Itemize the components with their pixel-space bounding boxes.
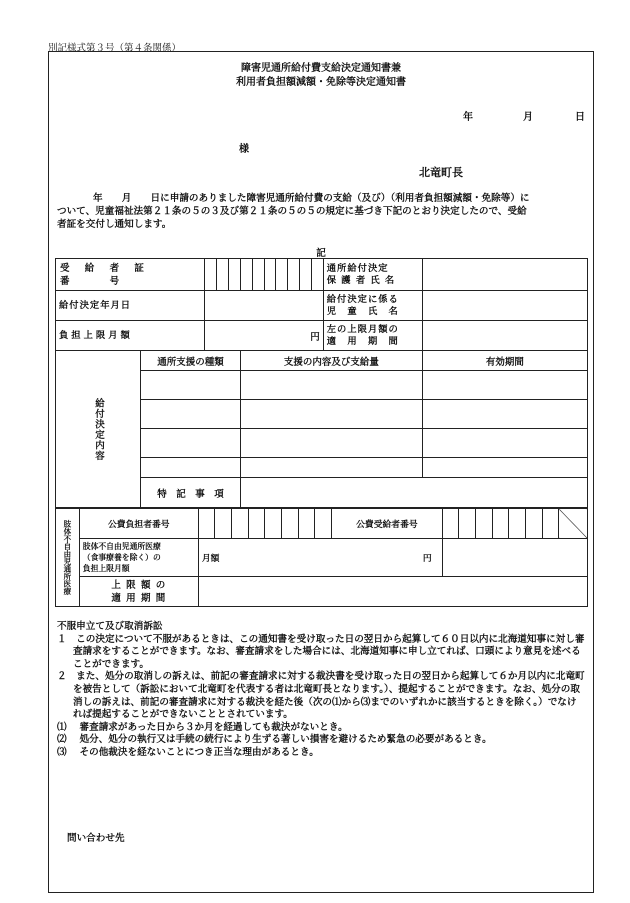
payer-number-box[interactable] bbox=[232, 509, 249, 539]
ki-label: 記 bbox=[316, 248, 326, 259]
col-support-amount: 支援の内容及び支給量 bbox=[240, 351, 422, 371]
date-month: 月 bbox=[523, 112, 533, 123]
date-year: 年 bbox=[463, 112, 473, 123]
payer-number-box[interactable] bbox=[282, 509, 299, 539]
guardian-name-label: 通所給付決定 保 護 者 氏 名 bbox=[323, 259, 422, 291]
payer-number-box[interactable] bbox=[248, 509, 265, 539]
body-line-1: 年 月 日に申請のありました障害児通所給付費の支給（及び）（利用者負担額減額・免除等）に bbox=[93, 193, 530, 204]
support-amount-cell[interactable] bbox=[240, 400, 422, 429]
medical-recipient-number-box[interactable] bbox=[542, 509, 559, 539]
recipient-number-box[interactable] bbox=[288, 259, 300, 291]
guardian-name-field[interactable] bbox=[422, 259, 587, 291]
payer-number-box[interactable] bbox=[198, 509, 215, 539]
medical-table bbox=[55, 508, 588, 607]
support-amount-cell[interactable] bbox=[240, 429, 422, 458]
recipient-number-box[interactable] bbox=[264, 259, 276, 291]
body-line-3: 者証を交付し通知します。 bbox=[57, 219, 172, 230]
recipient-number-box[interactable] bbox=[300, 259, 312, 291]
inquiry-label: 問い合わせ先 bbox=[67, 833, 125, 844]
notes-sub-3: ⑶ その他裁決を経ないことにつき正当な理由があるとき。 bbox=[57, 746, 319, 758]
burden-limit-field[interactable] bbox=[204, 321, 323, 351]
payer-number-box[interactable] bbox=[215, 509, 232, 539]
payer-number-box[interactable] bbox=[265, 509, 282, 539]
support-amount-cell[interactable] bbox=[240, 458, 422, 478]
decision-table bbox=[55, 258, 588, 508]
child-name-label: 給付決定に係る 児 童 氏 名 bbox=[323, 291, 422, 321]
col-support-type: 通所支援の種類 bbox=[141, 351, 241, 371]
notes-sub-2: ⑵ 処分、処分の執行又は手続の続行により生ずる著しい損害を避けるため緊急の必要があるとき。 bbox=[57, 734, 492, 746]
medical-recipient-number-box[interactable] bbox=[476, 509, 493, 539]
medical-period-label: 上 限 額 の 適 用 期 間 bbox=[79, 577, 198, 607]
support-type-cell[interactable] bbox=[141, 371, 241, 400]
notes-sub-1: ⑴ 審査請求があった日から３か月を経過しても裁決がないとき。 bbox=[57, 721, 348, 733]
decision-date-field[interactable] bbox=[204, 291, 323, 321]
burden-limit-label: 負担上限月額 bbox=[56, 321, 205, 351]
issuer: 北竜町長 bbox=[419, 166, 463, 179]
recipient-number-label: 受 給 者 証 番 号 bbox=[56, 259, 205, 291]
notes-item-2: ２ また、処分の取消しの訴えは、前記の審査請求に対する裁決書を受け取った日の翌日から起算して６か月以内に北竜町を被告として（訴訟において北竜町を代表する者は北竜町長となります。）、提起することができます。なお、処分の取消しの訴えは、前記の審査請求に対する裁決を経た後（次の⑴から⑶までのいずれかに該当するときを除く。）でなければ提起することができないこととされています。 bbox=[57, 671, 585, 721]
col-valid-period: 有効期間 bbox=[422, 351, 587, 371]
special-notes-field[interactable] bbox=[240, 478, 587, 508]
valid-period-cell[interactable] bbox=[422, 458, 587, 478]
recipient-number-box[interactable] bbox=[216, 259, 228, 291]
medical-side-label: 肢体不自由児通所医療 bbox=[56, 509, 80, 607]
valid-period-cell[interactable] bbox=[422, 371, 587, 400]
payer-number-label: 公費負担者番号 bbox=[79, 509, 198, 539]
body-text bbox=[57, 192, 585, 231]
notes-item-1: １ この決定について不服があるときは、この通知書を受け取った日の翌日から起算して６０日以内に北海道知事に対し審査請求をすることができます。なお、審査請求をした場合には、北海道知事に申し立てれば、口頭により意見を述べることができます。 bbox=[57, 633, 585, 670]
medical-limit-blank bbox=[442, 539, 587, 577]
medical-recipient-number-box[interactable] bbox=[509, 509, 526, 539]
child-name-field[interactable] bbox=[422, 291, 587, 321]
recipient-number-box[interactable] bbox=[228, 259, 240, 291]
body-line-2: ついて、児童福祉法第２１条の５の３及び第２１条の５の５の規定に基づき下記のとおり決定したので、受給 bbox=[57, 206, 527, 217]
support-type-cell[interactable] bbox=[141, 400, 241, 429]
medical-recipient-number-box[interactable] bbox=[492, 509, 509, 539]
recipient-number-box[interactable] bbox=[276, 259, 288, 291]
medical-period-field[interactable] bbox=[198, 577, 587, 607]
monthly-label: 月額 bbox=[201, 554, 220, 564]
recipient-number-box[interactable] bbox=[311, 259, 323, 291]
decision-date-label: 給付決定年月日 bbox=[56, 291, 205, 321]
support-amount-cell[interactable] bbox=[240, 371, 422, 400]
medical-limit-field[interactable] bbox=[198, 539, 442, 577]
recipient-number-box[interactable] bbox=[252, 259, 264, 291]
support-type-cell[interactable] bbox=[141, 458, 241, 478]
payer-number-box[interactable] bbox=[315, 509, 332, 539]
medical-recipient-number-box[interactable] bbox=[442, 509, 459, 539]
medical-recipient-number-box[interactable] bbox=[526, 509, 543, 539]
limit-period-field[interactable] bbox=[422, 321, 587, 351]
notice-form bbox=[48, 51, 594, 893]
date-day: 日 bbox=[575, 112, 585, 123]
title-line-2: 利用者負担額減額・免除等決定通知書 bbox=[236, 77, 406, 88]
support-type-cell[interactable] bbox=[141, 429, 241, 458]
appeal-notes bbox=[57, 621, 585, 760]
recipient-number-box[interactable] bbox=[204, 259, 216, 291]
title-line-1: 障害児通所給付費支給決定通知書兼 bbox=[241, 63, 401, 74]
medical-recipient-number-box[interactable] bbox=[559, 509, 588, 539]
special-notes-label: 特 記 事 項 bbox=[141, 478, 241, 508]
medical-recipient-number-box[interactable] bbox=[459, 509, 476, 539]
recipient-number-box[interactable] bbox=[240, 259, 252, 291]
medical-limit-label: 肢体不自由児通所医療 （食事療養を除く）の 負担上限月額 bbox=[79, 539, 198, 577]
medical-recipient-number-label: 公費受給者番号 bbox=[332, 509, 443, 539]
form-number: 別記様式第３号（第４条関係） bbox=[48, 43, 182, 54]
valid-period-cell[interactable] bbox=[422, 429, 587, 458]
content-label: 給付決定内容 bbox=[56, 351, 141, 508]
yen-unit: 円 bbox=[310, 331, 320, 343]
yen-unit: 円 bbox=[422, 554, 432, 564]
valid-period-cell[interactable] bbox=[422, 400, 587, 429]
notes-heading: 不服申立て及び取消訴訟 bbox=[57, 621, 163, 632]
limit-period-label: 左の上限月額の 適 用 期 間 bbox=[323, 321, 422, 351]
addressee-suffix: 様 bbox=[239, 144, 249, 155]
payer-number-box[interactable] bbox=[298, 509, 315, 539]
